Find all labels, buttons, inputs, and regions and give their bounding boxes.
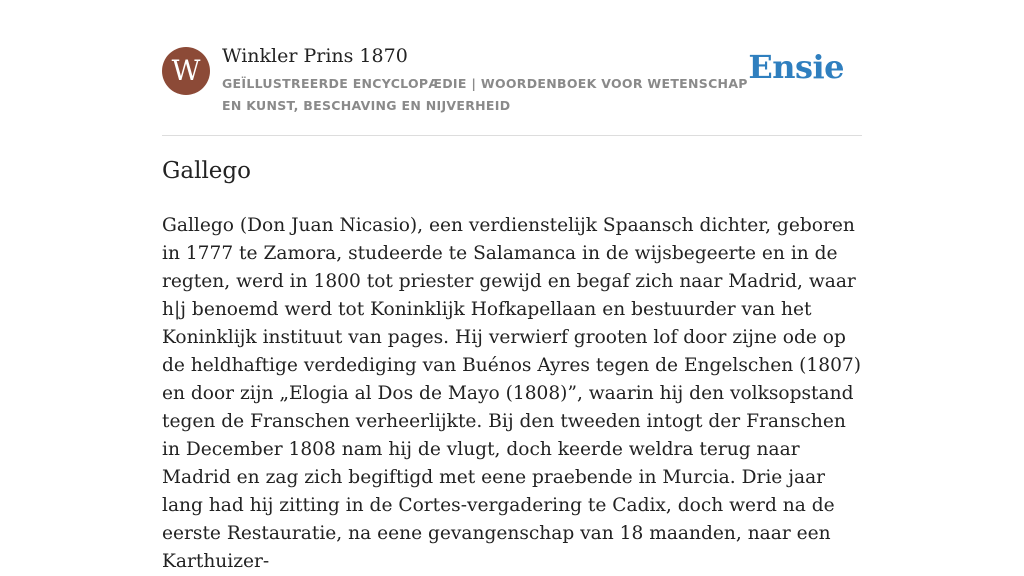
publication-header (162, 44, 862, 136)
publication-avatar[interactable]: W (162, 47, 210, 95)
publication-subtitle: GEÏLLUSTREERDE ENCYCLOPÆDIE | WOORDENBOEK VOOR WETENSCHAP EN KUNST, BESCHAVING EN NIJVERHEID (222, 76, 748, 113)
entry-title: Gallego (162, 158, 251, 184)
header-divider (162, 135, 862, 136)
publication-title[interactable]: Winkler Prins 1870 (222, 45, 408, 67)
entry-body: Gallego (Don Juan Nicasio), een verdienstelijk Spaansch dichter, geboren in 1777 te Zamora, studeerde te Salamanca in de wijsbegeerte en in de regten, werd in 1800 tot priester gewijd en begaf zich naar Madrid, waar h|j benoemd werd tot Koninklijk Hofkapellaan en bestuurder van het Koninklijk instituut van pages. Hij verwierf grooten lof door zijne ode op de heldhaftige verdediging van Buénos Ayres tegen de Engelschen (1807) en door zijn „Elogia al Dos de Mayo (1808)”, waarin hij den volksopstand tegen de Franschen verheerlijkte. Bij den tweeden intogt der Franschen in December 1808 nam hij de vlugt, doch keerde weldra terug naar Madrid en zag zich begiftigd met eene praebende in Murcia. Drie jaar lang had hij zitting in de Cortes-vergadering te Cadix, doch werd na de eerste Restauratie, na eene gevangenschap van 18 maanden, naar een Karthuizer- (162, 215, 862, 572)
ensie-logo[interactable]: Ensie (748, 48, 844, 86)
